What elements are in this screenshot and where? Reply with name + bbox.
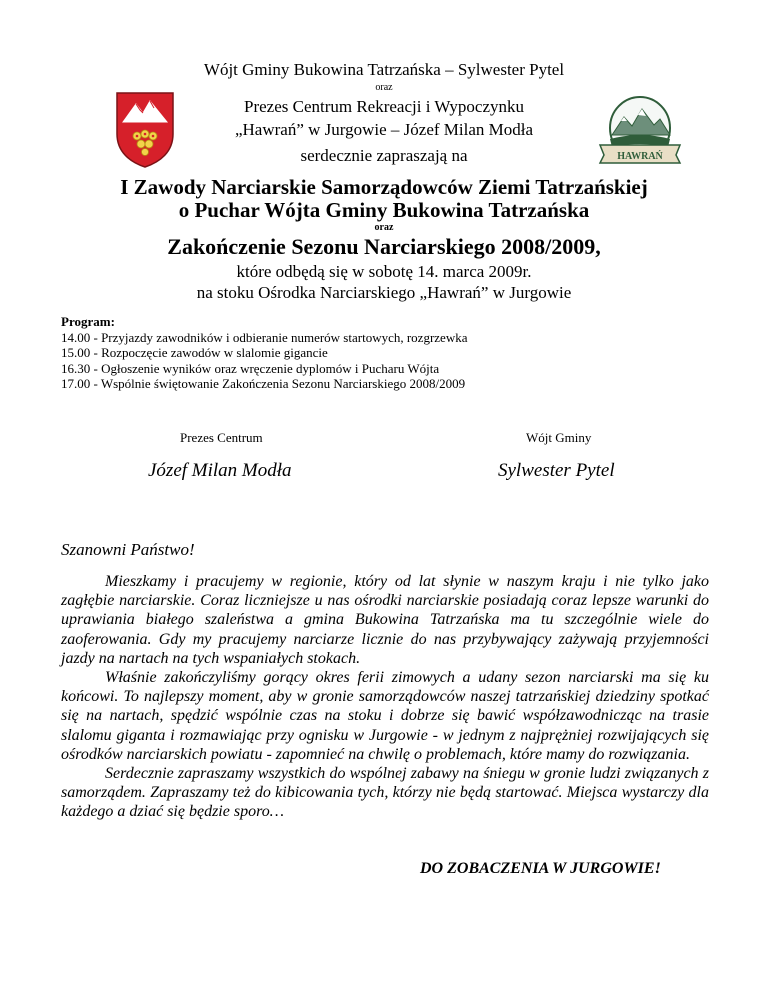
program-item: 15.00 - Rozpoczęcie zawodów w slalomie gigancie bbox=[61, 345, 328, 360]
signature-right-name: Sylwester Pytel bbox=[498, 460, 615, 481]
event-title-3: Zakończenie Sezonu Narciarskiego 2008/2009, bbox=[167, 234, 601, 259]
host-line-hawran: „Hawrań” w Jurgowie – Józef Milan Modła bbox=[234, 120, 534, 139]
event-place: na stoku Ośrodka Narciarskiego „Hawrań” w Jurgowie bbox=[196, 283, 572, 302]
oraz-connector: oraz bbox=[375, 82, 393, 93]
letter-paragraph: Właśnie zakończyliśmy gorący okres ferii zimowych a udany sezon narciarski ma się ku końcowi. To najlepszy moment, aby w gronie samorządowców naszej tatrzańskiej dziedziny spotkać się na nartach, spędzić wspólnie czas na stoku i dobrze się bawić współzawodnicząc na trasie slalomu giganta i rozmawiając przy ognisku w Jurgowie - w jednym z najprężniej rozwijających się ośrodków narciarskich powiatu - zapomnieć na chwilę o problemach, które mamy do rozwiązania. bbox=[61, 669, 709, 763]
signature-left-name: Józef Milan Modła bbox=[148, 460, 292, 481]
event-title-1: I Zawody Narciarskie Samorządowców Ziemi Tatrzańskiej bbox=[120, 175, 648, 199]
program-item: 16.30 - Ogłoszenie wyników oraz wręczenie dyplomów i Pucharu Wójta bbox=[61, 360, 440, 376]
letter-closing: DO ZOBACZENIA W JURGOWIE! bbox=[420, 860, 661, 877]
letter-paragraph: Serdecznie zapraszamy wszystkich do wspólnej zabawy na śniegu w gronie ludzi związanych z samorządem. Zapraszamy też do kibicowania tych, którzy nie będą startować. Miejsca wystarczy dla każdego a dziać się będzie sporo… bbox=[61, 765, 709, 821]
program-item: 14.00 - Przyjazdy zawodników i odbieranie numerów startowych, rozgrzewka bbox=[61, 329, 468, 345]
signature-right-role: Wójt Gminy bbox=[526, 430, 592, 445]
program-section bbox=[61, 314, 467, 392]
event-date: które odbędą się w sobotę 14. marca 2009r. bbox=[236, 262, 532, 281]
letter-greeting: Szanowni Państwo! bbox=[61, 540, 195, 559]
oraz-connector-2: oraz bbox=[374, 222, 394, 233]
host-line-wojt: Wójt Gminy Bukowina Tatrzańska – Sylwester Pytel bbox=[203, 60, 565, 79]
event-title-2: o Puchar Wójta Gminy Bukowina Tatrzańska bbox=[178, 198, 590, 222]
letter-paragraph: Mieszkamy i pracujemy w regionie, który od lat słynie w naszym kraju i nie tylko jako zagłębie narciarskie. Coraz liczniejsze u nas ośrodki narciarskie posiadają coraz lepsze warunki do uprawiania białego szaleństwa a gmina Bukowina Tatrzańska ma tu szczególnie wiele do zaoferowania. Gdy my pracujemy narciarze licznie do nas przybywający zażywają przyjemności jazdy na nartach na tych wspaniałych stokach. bbox=[61, 573, 709, 667]
program-title: Program: bbox=[61, 314, 115, 329]
letter-body bbox=[61, 572, 709, 822]
host-line-prezes: Prezes Centrum Rekreacji i Wypoczynku bbox=[243, 97, 525, 116]
signature-left-role: Prezes Centrum bbox=[180, 430, 263, 445]
invite-line: serdecznie zapraszają na bbox=[300, 146, 468, 165]
hawran-logo-text: HAWRAŃ bbox=[617, 151, 663, 162]
program-item: 17.00 - Wspólnie świętowanie Zakończenia Sezonu Narciarskiego 2008/2009 bbox=[61, 376, 466, 391]
